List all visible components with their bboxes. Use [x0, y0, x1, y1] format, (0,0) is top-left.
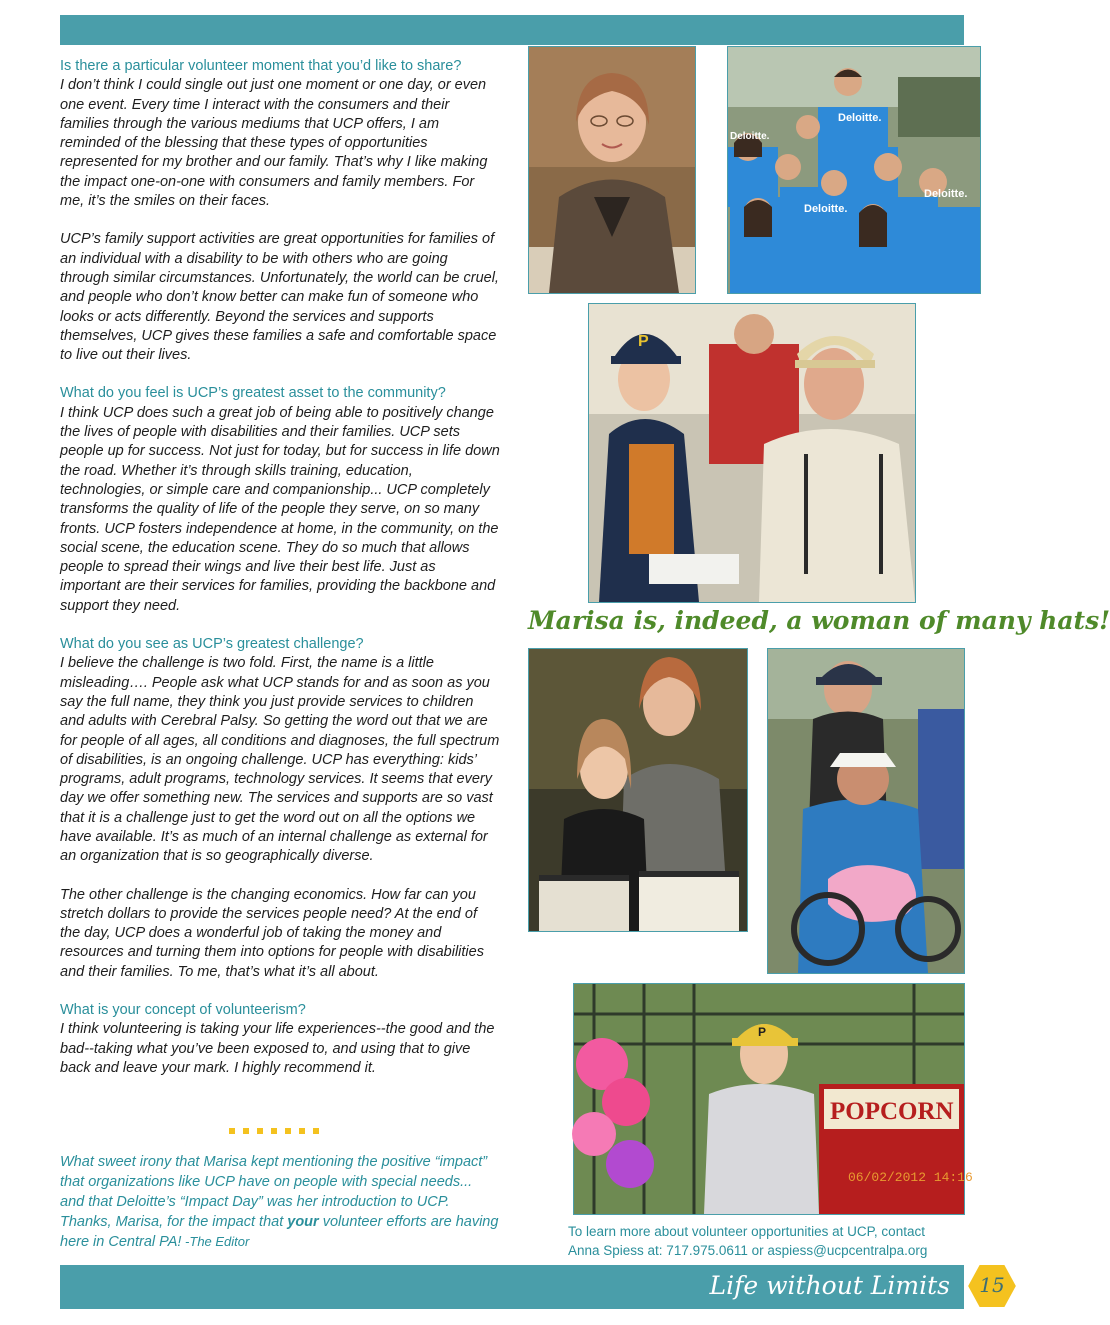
editor-note [60, 1152, 500, 1252]
page-number-badge [966, 1262, 1018, 1310]
interview-column [60, 57, 500, 1097]
qa-block [60, 1001, 500, 1078]
editor-note-emphasis: your [287, 1214, 319, 1230]
qa-block [60, 57, 500, 211]
editor-note-text: What sweet irony that Marisa kept mentioning the positive “impact” that organizations like UCP have on people with special needs... and that Deloitte’s “Impact Day” was her introduction to UCP. Thanks, Marisa, for the impact that [60, 1154, 488, 1230]
shirt-logo: Deloitte. [924, 188, 968, 200]
contact-line: To learn more about volunteer opportunities at UCP, contact [568, 1224, 925, 1239]
shirt-logo: Deloitte. [838, 112, 882, 124]
qa-block [60, 886, 500, 982]
popcorn-sign: POPCORN [830, 1098, 954, 1125]
answer: I think volunteering is taking your life experiences--the good and the bad--taking what you’ve been exposed to, and using that to give back and leave your mark. I highly recommend it. [60, 1021, 495, 1076]
answer: UCP’s family support activities are great opportunities for families of an individual with a disability to be with others who are going through similar circumstances. Unfortunately, the world can be cruel, and people who don’t know better can make fun of someone who looks or acts differently. Beyond the services and supports themselves, UCP gives these families a safe and comfortable space to live out their lives. [60, 231, 499, 364]
section-divider-dots [229, 1128, 319, 1136]
magazine-title: Life without Limits [709, 1271, 950, 1300]
contact-info [568, 1222, 968, 1260]
photo-marisa-portrait [528, 46, 696, 294]
photo-popcorn [573, 983, 973, 1215]
qa-block [60, 384, 500, 616]
qa-block [60, 635, 500, 867]
editor-note-text-end: volunteer efforts are having here in Central PA! [60, 1214, 499, 1250]
editor-signature: -The Editor [181, 1234, 250, 1249]
photo-marisa-with-girl [528, 648, 748, 932]
qa-block [60, 230, 500, 365]
shirt-logo: Deloitte. [730, 131, 770, 142]
question: What do you see as UCP’s greatest challenge? [60, 636, 364, 653]
question: What is your concept of volunteerism? [60, 1002, 306, 1019]
photo-wheelchair [767, 648, 965, 974]
shirt-logo: Deloitte. [804, 203, 848, 215]
photo-marisa-with-man [588, 303, 916, 603]
cap-logo: P [758, 1025, 767, 1039]
question: What do you feel is UCP’s greatest asset to the community? [60, 385, 446, 402]
page-number: 15 [979, 1273, 1005, 1297]
header-band [60, 15, 964, 45]
footer-band [60, 1265, 964, 1309]
contact-line: Anna Spiess at: 717.975.0611 or aspiess@ucpcentralpa.org [568, 1243, 928, 1258]
photo-deloitte-group [727, 46, 981, 294]
answer: I don’t think I could single out just one moment or one day, or even one event. Every time I interact with the consumers and their families through the various mediums that UCP offers, I am reminded of the blessing that these types of opportunities represented for my brother and our family. That’s why I like making the impact one-on-one with consumers and family members. For me, it’s the smiles on their faces. [60, 77, 488, 210]
photo-caption: Marisa is, indeed, a woman of many hats! [528, 606, 1110, 635]
answer: I believe the challenge is two fold. First, the name is a little misleading…. People ask what UCP stands for and as soon as you say the full name, they think you just provide services to children and adults with Cerebral Palsy. So getting the word out that we are for people of all ages, all conditions and diagnoses, the full spectrum of disabilities, is an ongoing challenge. UCP has everything: kids’ programs, adult programs, technology services. It seems that every day we offer something new. The services and supports are so vast that it is a challenge just to get the word out on all the options we have available. It’s as much of an internal challenge as external for an organization that is so geographically diverse. [60, 655, 500, 865]
answer: I think UCP does such a great job of being able to positively change the lives of people with disabilities and their families. UCP sets people up for success. Not just for today, but for success in life down the road. Whether it’s through skills training, education, technologies, or simple care and companionship... UCP completely transforms the quality of life of the people they serve, on so many fronts. UCP fosters independence at home, in the community, on the social scene, the education scene. They do so much that allows people to spread their wings and live their best life. Just as important are their services for families, providing the backbone and support they need. [60, 404, 500, 614]
question: Is there a particular volunteer moment that you’d like to share? [60, 58, 462, 74]
cap-logo: P [638, 333, 649, 350]
photo-timestamp: 06/02/2012 14:16 [848, 1170, 973, 1185]
answer: The other challenge is the changing economics. How far can you stretch dollars to provide the services people need? At the end of the day, UCP does a wonderful job of taking the money and resources and turning them into options for people with disabilities and their families. To me, that’s what it’s all about. [60, 886, 484, 980]
